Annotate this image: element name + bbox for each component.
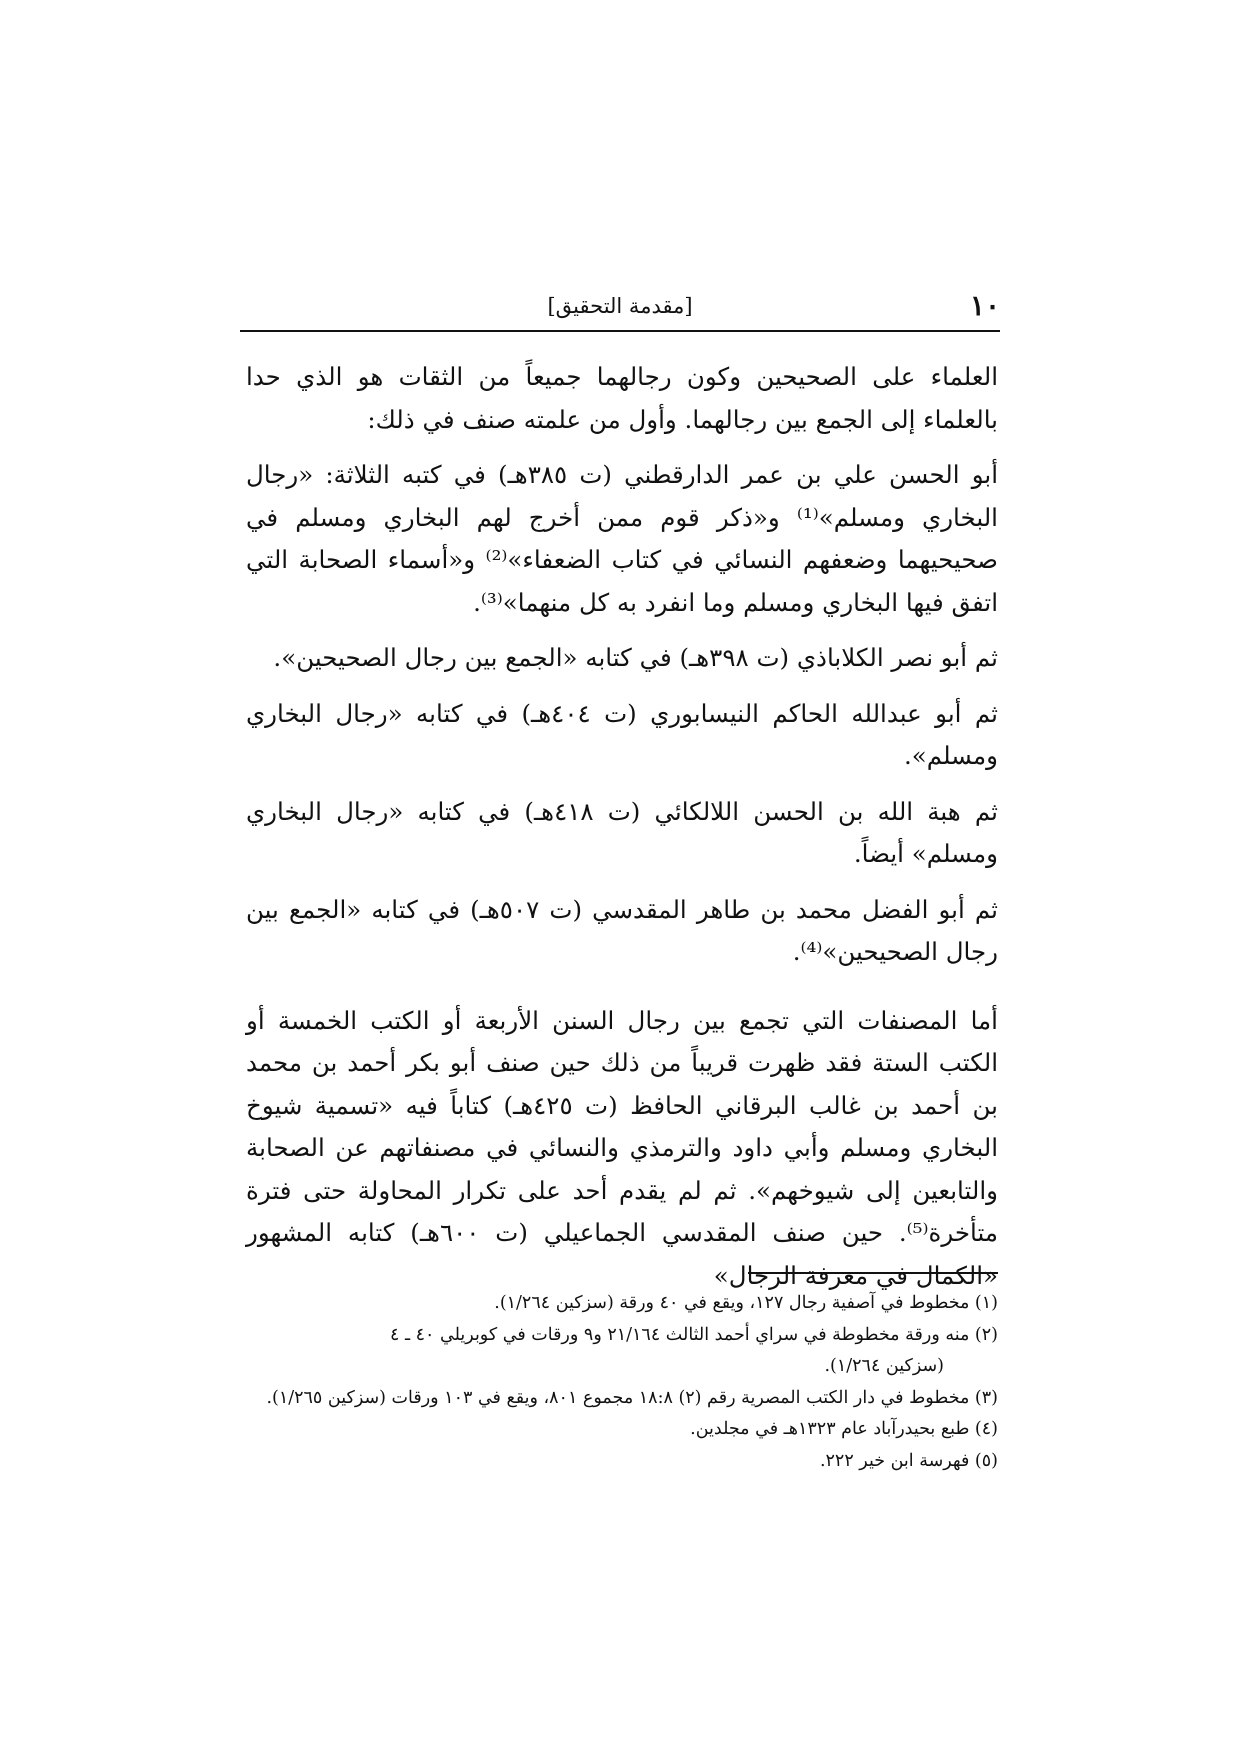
main-text bbox=[246, 356, 998, 1310]
paragraph: أبو الحسن علي بن عمر الدارقطني (ت ٣٨٥هـ) في كتبه الثلاثة: «رجال البخاري ومسلم»⁽¹⁾ و«ذكر قوم ممن أخرج لهم البخاري ومسلم في صحيحيهما وضعفهم النسائي في كتاب الضعفاء»⁽²⁾ و«أسماء الصحابة التي اتفق فيها البخاري ومسلم وما انفرد به كل منهما»⁽³⁾. bbox=[246, 460, 999, 617]
footnote: (٢) منه ورقة مخطوطة في سراي أحمد الثالث ٢١/١٦٤ و٩ ورقات في كوبريلي ٤٠ ـ ٤ bbox=[389, 1324, 998, 1345]
page-number: ١٠ bbox=[969, 289, 1000, 322]
footnote: (١) مخطوط في آصفية رجال ١٢٧، ويقع في ٤٠ ورقة (سزكين ١/٢٦٤). bbox=[494, 1293, 998, 1313]
header-rule bbox=[240, 330, 1000, 332]
footnote: (٤) طبع بحيدرآباد عام ١٣٢٣هـ في مجلدين. bbox=[690, 1419, 998, 1439]
paragraph: ثم أبو الفضل محمد بن طاهر المقدسي (ت ٥٠٧هـ) في كتابه «الجمع بين رجال الصحيحين»⁽⁴⁾. bbox=[246, 894, 998, 966]
running-title: [مقدمة التحقيق] bbox=[547, 294, 693, 318]
footnote-continuation: (سزكين ١/٢٦٤). bbox=[824, 1356, 944, 1376]
paragraph: ثم أبو عبدالله الحاكم النيسابوري (ت ٤٠٤هـ) في كتابه «رجال البخاري ومسلم». bbox=[246, 698, 998, 770]
footnote: (٣) مخطوط في دار الكتب المصرية رقم (٢) ١٨:٨ مجموع ٨٠١، ويقع في ١٠٣ ورقات (سزكين ١/٢٦٥). bbox=[266, 1387, 998, 1408]
footnote: (٥) فهرسة ابن خير ٢٢٢. bbox=[819, 1450, 998, 1471]
paragraph: ثم أبو نصر الكلاباذي (ت ٣٩٨هـ) في كتابه «الجمع بين رجال الصحيحين». bbox=[273, 643, 998, 672]
footnotes bbox=[246, 1288, 998, 1477]
paragraph: العلماء على الصحيحين وكون رجالهما جميعاً من الثقات هو الذي حدا بالعلماء إلى الجمع بين رجالهما. وأول من علمته صنف في ذلك: bbox=[246, 362, 998, 434]
page-header bbox=[240, 286, 1000, 326]
paragraph: ثم هبة الله بن الحسن اللالكائي (ت ٤١٨هـ) في كتابه «رجال البخاري ومسلم» أيضاً. bbox=[246, 796, 998, 868]
footnote-divider bbox=[748, 1272, 998, 1274]
paragraph: أما المصنفات التي تجمع بين رجال السنن الأربعة أو الكتب الخمسة أو الكتب الستة فقد ظهرت قريباً من ذلك حين صنف أبو بكر أحمد بن محمد بن أحمد بن غالب البرقاني الحافظ (ت ٤٢٥هـ) كتاباً فيه «تسمية شيوخ البخاري ومسلم وأبي داود والترمذي والنسائي في مصنفاتهم عن الصحابة والتابعين إلى شيوخهم». ثم لم يقدم أحد على تكرار المحاولة حتى فترة متأخرة⁽⁵⁾. حين صنف المقدسي الجماعيلي (ت ٦٠٠هـ) كتابه المشهور «الكمال في معرفة الرجال» bbox=[246, 1005, 998, 1290]
